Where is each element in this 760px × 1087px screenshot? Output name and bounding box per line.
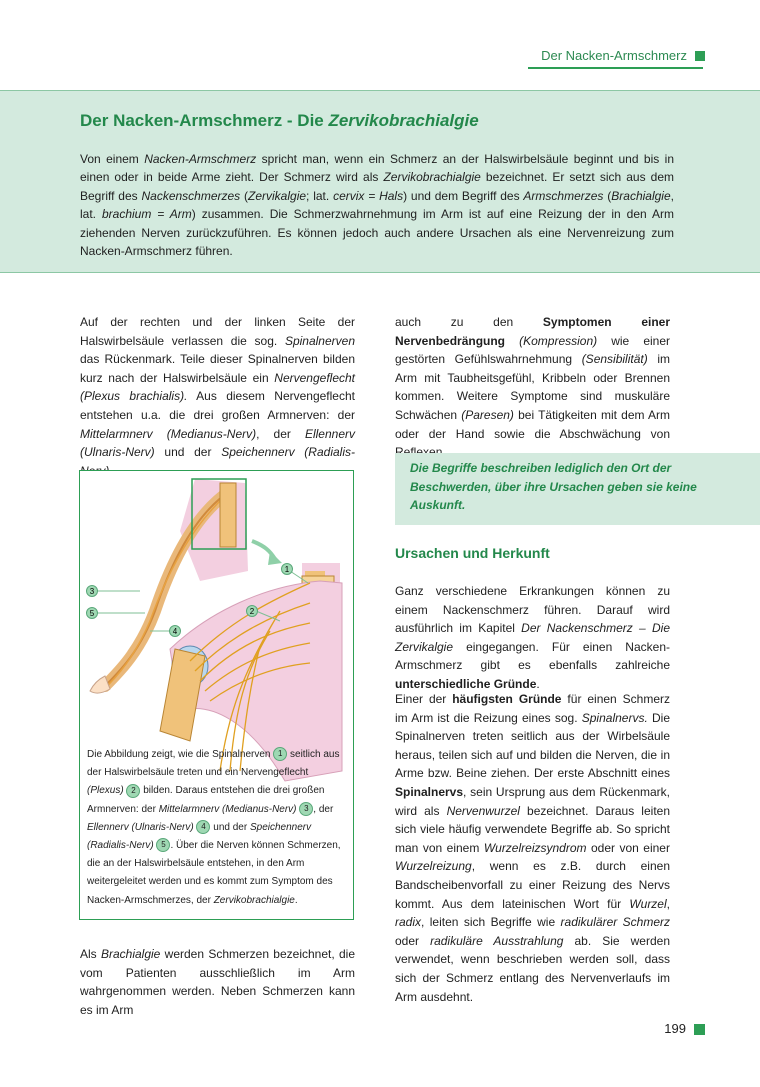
callout-number: 3 <box>299 802 313 816</box>
emphasis: Mittelarmnerv (Medianus-Nerv) <box>158 803 297 815</box>
subheading: Ursachen und Herkunft <box>395 545 550 561</box>
emphasis: Ellennerv (Ulnaris-Nerv) <box>87 821 194 833</box>
emphasis: Nacken-Armschmerz <box>144 152 257 166</box>
figure-caption: Die Abbildung zeigt, wie die Spinalnerven 1 seitlich aus der Halswirbelsäule treten und ein Nervengeflecht (Plexus) 2 bilden. Daraus entstehen die drei großen Armnerven: der Mittelarmnerv (Medianus-Nerv) 3 , der Ellennerv (Ulnaris-Nerv) 4 und der Speichennerv (Radialis-Nerv) 5 . Über die Nerven können Schmerzen, die an der Halswirbelsäule entstehen, in den Arm weitergeleitet werden und es kommt zum Symptom des Nacken-Armschmerzes, der Zervikobrachialgie. <box>87 749 341 906</box>
page-number <box>600 1021 705 1036</box>
paragraph: Einer der häufigsten Gründe für einen Schmerz im Arm ist die Reizung eines sog. Spinalnervs. Die Spinalnerven treten seitlich aus der Wirbelsäule heraus, teilen sich auf und bilden die Nerven, die in Arme bzw. Beine ziehen. Der erste Abschnitt eines Spinalnervs, sein Ursprung aus dem Rückenmark, wird als Nervenwurzel bezeichnet. Daraus leiten sich viele häufig verwendete Begriffe ab. So spricht man von einem Wurzelreizsyndrom oder von einer Wurzelreizung, wenn es z.B. durch einen Bandscheibenvorfall zu einer Reizung des Nervs kommt. Aus dem lateinischen Wort für Wurzel, radix, leiten sich Begriffe wie radikulärer Schmerz oder radikuläre Ausstrahlung ab. Sie werden verwendet, wenn beschrieben werden soll, dass sich der Schmerz entlang des Nervenverlaufs im Arm ausdehnt. <box>395 692 671 1004</box>
paragraph: Auf der rechten und der linken Seite der Halswirbelsäule verlassen die sog. Spinalnerven das Rückenmark. Teile dieser Spinalnerven bilden kurz nach der Halswirbelsäule ein Nervengeflecht (Plexus brachialis). Aus diesem Nervengeflecht entstehen u.a. die drei großen Armnerven: der Mittelarmnerv (Medianus-Nerv), der Ellennerv (Ulnaris-Nerv) und der Speichennerv (Radialis- <box>80 313 355 480</box>
emphasis: Brachialgie <box>611 188 671 203</box>
label-4: 4 <box>172 627 178 636</box>
emphasis: Speichennerv (Radialis- <box>221 445 355 460</box>
left-column-bottom <box>80 945 355 1019</box>
square-icon <box>695 51 705 61</box>
paragraph: Ganz verschiedene Erkrankungen können zu einem Nackenschmerz führen. Darauf wird ausführlich im Kapitel Der Nackenschmerz – Die Zervikalgie eingegangen. Für einen Nacken-Armschmerz gibt es ebenfalls zahlreiche unterschiedliche Gründe. <box>395 584 670 691</box>
emphasis: Spinalnervs. <box>581 710 648 725</box>
emphasis: Brachialgie <box>100 947 161 961</box>
bold-term: Symptomen einer Nervenbedrängung <box>395 315 670 348</box>
page-number-text: 199 <box>664 1021 686 1036</box>
emphasis: brachium = Arm <box>101 207 192 222</box>
label-2: 2 <box>249 607 255 616</box>
paragraph: Als Brachialgie werden Schmerzen bezeichnet, die vom Patienten ausschließlich im Arm wahrgenommen werden. Neben Schmerzen kann es im Arm <box>80 947 355 1017</box>
section-title <box>80 111 479 131</box>
emphasis: Speichennerv (Radialis-Nerv) <box>87 821 312 852</box>
intro-paragraph: Von einem Nacken-Armschmerz spricht man, wenn ein Schmerz an der Halswirbelsäule beginnt und bis in einen oder in beide Arme zieht. Der Schmerz wird als Zervikobrachialgie bezeichnet. Er setzt sich aus dem Begriff des Nackenschmerzes (Zervikalgie; lat. cervix = Hals) und dem Begriff des Armschmerzes (Brachialgie, lat. brachium = Arm) zusammen. Die Schmerzwahrnehmung im Arm ist auf eine Reizung der in den Arm ziehenden Nerven zurückzuführen. Es können jedoch auch andere Ursachen als eine Nervenreizung zum Nacken-Armschmerz führen. <box>80 152 675 259</box>
emphasis: (Paresen) <box>461 407 514 422</box>
callout-number: 1 <box>273 747 287 761</box>
emphasis: Nervengeflecht (Plexus brachialis). <box>80 370 355 404</box>
emphasis: Zervikobrachialgie <box>383 170 481 185</box>
right-column-mid <box>395 582 670 694</box>
square-icon <box>694 1024 705 1035</box>
callout-number: 5 <box>156 838 170 852</box>
emphasis: (Kompression) <box>519 333 598 348</box>
emphasis: Wurzelreizung <box>395 859 472 874</box>
emphasis: Ellennerv (Ulnaris-Nerv) <box>80 426 355 460</box>
left-column-top <box>80 313 355 480</box>
callout-number: 4 <box>196 820 210 834</box>
emphasis: Nervenwurzel <box>446 803 520 818</box>
emphasis: Zervikobrachialgie <box>213 894 295 906</box>
running-head-text: Der Nacken-Armschmerz <box>541 48 687 64</box>
right-column-bottom <box>395 690 670 1006</box>
emphasis: Spinalnerven <box>284 333 355 348</box>
label-5: 5 <box>89 609 95 618</box>
emphasis: Nackenschmerzes <box>141 188 241 203</box>
emphasis: Wurzelreizsyndrom <box>483 840 587 855</box>
label-3: 3 <box>89 587 95 596</box>
humerus-shape <box>160 649 205 741</box>
header-rule <box>528 67 703 69</box>
emphasis: radikuläre Ausstrahlung <box>430 933 564 948</box>
spine-shape <box>220 483 236 547</box>
label-1: 1 <box>284 565 290 574</box>
running-head <box>500 47 705 65</box>
emphasis: radix <box>395 915 422 930</box>
section-title-emphasis: Zervikobrachialgie <box>328 111 479 130</box>
arrow-head <box>268 551 282 565</box>
bold-term: häufigsten Gründe <box>452 692 562 706</box>
paragraph: auch zu den Symptomen einer Nervenbedrängung (Kompression) wie einer gestörten Gefühlswahrnehmung (Sensibilität) im Arm mit Taubheitsgefühl, Kribbeln oder Brennen kommen. Weitere Symptome sind muskuläre Schwächen (Paresen) bei Tätigkeiten mit dem Arm oder der Hand sowie die Abschwächung von <box>395 315 671 441</box>
emphasis: Mittelarmnerv (Medianus-Nerv) <box>80 426 257 441</box>
right-column-top <box>395 313 670 462</box>
emphasis: (Sensibilität) <box>581 352 648 367</box>
emphasis: Armschmerzes <box>523 188 604 203</box>
section-title-main: Der Nacken-Armschmerz - Die <box>80 111 329 130</box>
bold-term: unterschiedliche Gründe <box>395 676 537 691</box>
emphasis: Der Nackenschmerz – Die Zervikalgie <box>395 621 670 654</box>
bold-term: Spinalnervs <box>395 784 464 799</box>
emphasis: radikulärer Schmerz <box>560 915 670 930</box>
callout-number: 2 <box>126 784 140 798</box>
emphasis: cervix = Hals <box>333 188 404 203</box>
emphasis: Zervikalgie <box>248 188 307 203</box>
highlight-text: Die Begriffe beschreiben lediglich den Ort der Beschwerden, über ihre Ursachen geben sie keine Auskunft. <box>410 461 697 513</box>
emphasis: (Plexus) <box>87 785 124 797</box>
emphasis: Wurzel <box>629 896 667 911</box>
